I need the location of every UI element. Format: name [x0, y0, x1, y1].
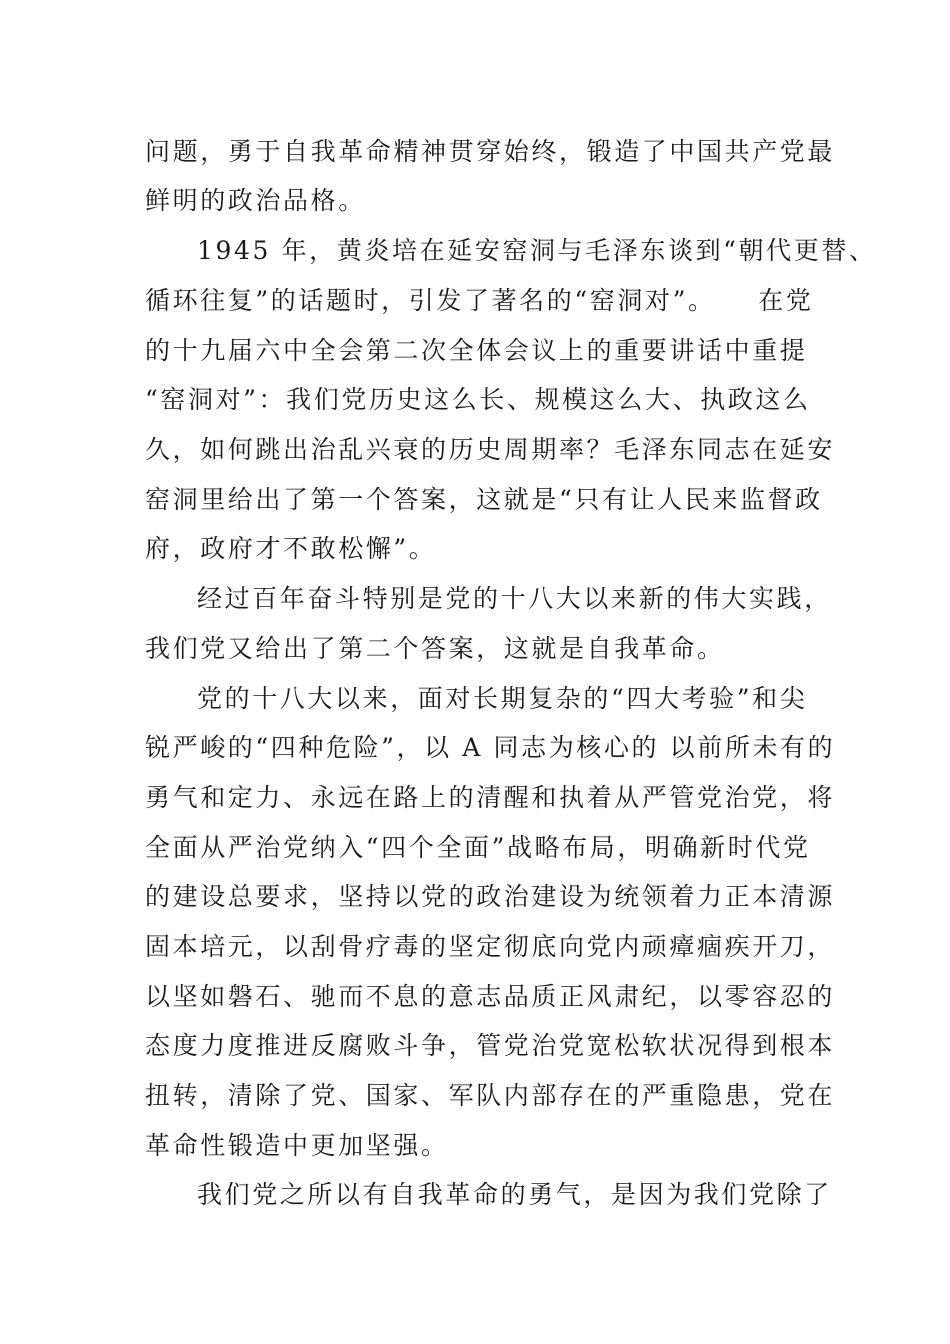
text-line: 锐严峻的“四种危险”，以 A 同志为核心的 以前所未有的	[145, 733, 836, 762]
text-line: 以坚如磐石、驰而不息的意志品质正风肃纪，以零容忍的	[145, 982, 836, 1011]
text-line: 的建设总要求，坚持以党的政治建设为统领着力正本清源	[145, 882, 836, 911]
text-line: 全面从严治党纳入“四个全面”战略布局，明确新时代党	[145, 833, 811, 862]
text-line: 问题，勇于自我革命精神贯穿始终，锻造了中国共产党最	[145, 137, 836, 166]
text-line: “窑洞对”：我们党历史这么长、规模这么大、执政这么	[145, 385, 811, 414]
text-line: 勇气和定力、永远在路上的清醒和执着从严管党治党，将	[145, 783, 836, 812]
paragraph-start-line: 1945 年，黄炎培在延安窑洞与毛泽东谈到“朝代更替、	[197, 236, 877, 265]
paragraph-start-line: 我们党之所以有自我革命的勇气，是因为我们党除了	[197, 1180, 832, 1209]
text-line: 固本培元，以刮骨疗毒的坚定彻底向党内顽瘴痼疾开刀，	[145, 932, 836, 961]
text-line: 循环往复”的话题时，引发了著名的“窑洞对”。 在党	[145, 286, 814, 315]
text-line: 鲜明的政治品格。	[145, 186, 366, 215]
text-line: 府，政府才不敢松懈”。	[145, 534, 437, 563]
text-line: 我们党又给出了第二个答案，这就是自我革命。	[145, 634, 725, 663]
paragraph-start-line: 经过百年奋斗特别是党的十八大以来新的伟大实践，	[197, 584, 832, 613]
text-line: 的十九届六中全会第二次全体会议上的重要讲话中重提	[145, 336, 808, 365]
text-line: 扭转，清除了党、国家、军队内部存在的严重隐患，党在	[145, 1081, 836, 1110]
text-line: 态度力度推进反腐败斗争，管党治党宽松软状况得到根本	[145, 1031, 836, 1060]
text-line: 革命性锻造中更加坚强。	[145, 1131, 449, 1160]
paragraph-start-line: 党的十八大以来，面对长期复杂的“四大考验”和尖	[197, 684, 808, 713]
text-line: 窑洞里给出了第一个答案，这就是“只有让人民来监督政	[145, 485, 823, 514]
text-line: 久，如何跳出治乱兴衰的历史周期率？毛泽东同志在延安	[145, 435, 836, 464]
